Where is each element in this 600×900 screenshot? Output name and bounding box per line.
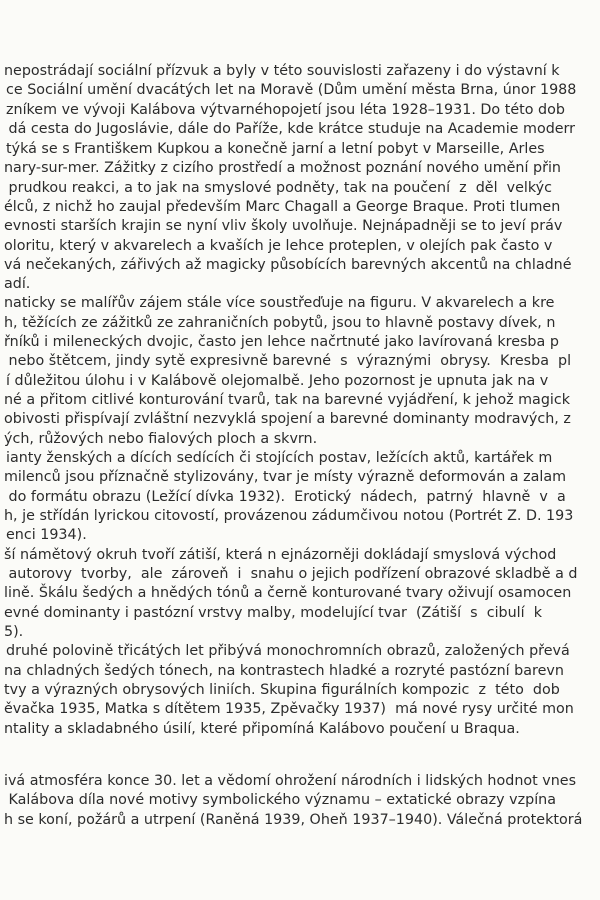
text-line: tvy a výrazných obrysových liniích. Skupina figurálních kompozic z této dob: [4, 682, 560, 698]
text-line: enci 1934).: [6, 527, 87, 543]
text-line: ých, růžových nebo fialových ploch a skvrn.: [4, 431, 318, 447]
text-line: né a přitom citlivé konturování tvarů, tak na barevné vyjádření, k jehož magick: [4, 392, 571, 408]
text-line: élců, z nichž ho zaujal především Marc Chagall a George Braque. Proti tlumen: [4, 199, 561, 215]
text-line: h, je střídán lyrickou citovostí, provázenou zádumčivou notou (Portrét Z. D. 193: [4, 508, 574, 524]
text-line: nepostrádají sociální přízvuk a byly v této souvislosti zařazeny i do výstavní k: [4, 63, 560, 79]
text-line: zníkem ve vývoji Kalábova výtvarnéhopojetí jsou léta 1928–1931. Do této dob: [6, 102, 565, 118]
text-line: naticky se malířův zájem stále více soustřeďuje na figuru. V akvarelech a kre: [4, 295, 555, 311]
text-line: h, těžících ze zážitků ze zahraničních pobytů, jsou to hlavně postavy dívek, n: [4, 315, 556, 331]
text-line: h se koní, požárů a utrpení (Raněná 1939, Oheň 1937–1940). Válečná protektorá: [4, 812, 583, 828]
text-line: obivosti přispívají zvláštní nezvyklá spojení a barevné dominanty modravých, z: [4, 411, 571, 427]
text-line: ěvačka 1935, Matka s dítětem 1935, Zpěvačky 1937) má nové rysy určité mon: [4, 701, 574, 717]
text-line: řníků i mileneckých dvojic, často jen lehce načrtnuté jako lavírovaná kresba p: [4, 334, 559, 350]
text-line: na chladných šedých tónech, na kontrastech hladké a rozryté pastózní barevn: [4, 663, 564, 679]
text-line: ivá atmosféra konce 30. let a vědomí ohrožení národních i lidských hodnot vnes: [4, 773, 577, 789]
text-line: prudkou reakci, a to jak na smyslové podněty, tak na poučení z děl velkýc: [4, 180, 552, 196]
text-line: nary-sur-mer. Zážitky z cizího prostředí a možnost poznání nového umění přin: [4, 160, 561, 176]
text-line: dá cesta do Jugoslávie, dále do Paříže, kde krátce studuje na Academie moderr: [4, 121, 576, 137]
text-line: autorovy tvorby, ale zároveň i snahu o jejich podřízení obrazové skladbě a d: [4, 566, 578, 582]
text-line: lině. Škálu šedých a hnědých tónů a černě konturované tvary oživují osamocen: [4, 585, 572, 601]
text-line: evnosti starších krajin se nyní vliv školy uvolňuje. Nejnápadněji se to jeví práv: [4, 218, 563, 234]
text-line: ntality a skladabného úsilí, které připomíná Kalábovo poučení u Braqua.: [4, 721, 520, 737]
text-line: vá nečekaných, zářivých až magicky působících barevných akcentů na chladné: [4, 257, 572, 273]
text-line: nebo štětcem, jindy sytě expresivně barevné s výraznými obrysy. Kresba pl: [4, 353, 572, 369]
text-line: týká se s Františkem Kupkou a konečně jarní a letní pobyt v Marseille, Arles: [6, 141, 550, 157]
text-line: ianty ženských a dících sedících či stojících postav, ležících aktů, kartářek m: [6, 450, 553, 466]
text-line: do formátu obrazu (Ležící dívka 1932). Erotický nádech, patrný hlavně v a: [4, 489, 566, 505]
text-line: druhé polovině třicátých let přibývá monochromních obrazů, založených převá: [6, 643, 570, 659]
text-line: oloritu, který v akvarelech a kvaších je lehce proteplen, v olejích pak často v: [4, 238, 553, 254]
text-line: evné dominanty i pastózní vrstvy malby, modelující tvar (Zátiší s cibulí k: [4, 605, 542, 621]
text-line: Kalábova díla nové motivy symbolického významu – extatické obrazy vzpína: [4, 792, 556, 808]
text-line: í důležitou úlohu i v Kalábově olejomalbě. Jeho pozornost je upnuta jak na v: [6, 373, 549, 389]
text-line: milenců jsou příznačně stylizovány, tvar je místy výrazně deformován a zalam: [4, 469, 567, 485]
text-line: ce Sociální umění dvacátých let na Moravě (Dům umění města Brna, únor 1988: [6, 82, 577, 98]
text-line: adí.: [4, 276, 31, 292]
text-line: ší námětový okruh tvoří zátiší, která n ejnázorněji dokládají smyslová východ: [4, 547, 557, 563]
text-line: 5).: [4, 624, 24, 640]
